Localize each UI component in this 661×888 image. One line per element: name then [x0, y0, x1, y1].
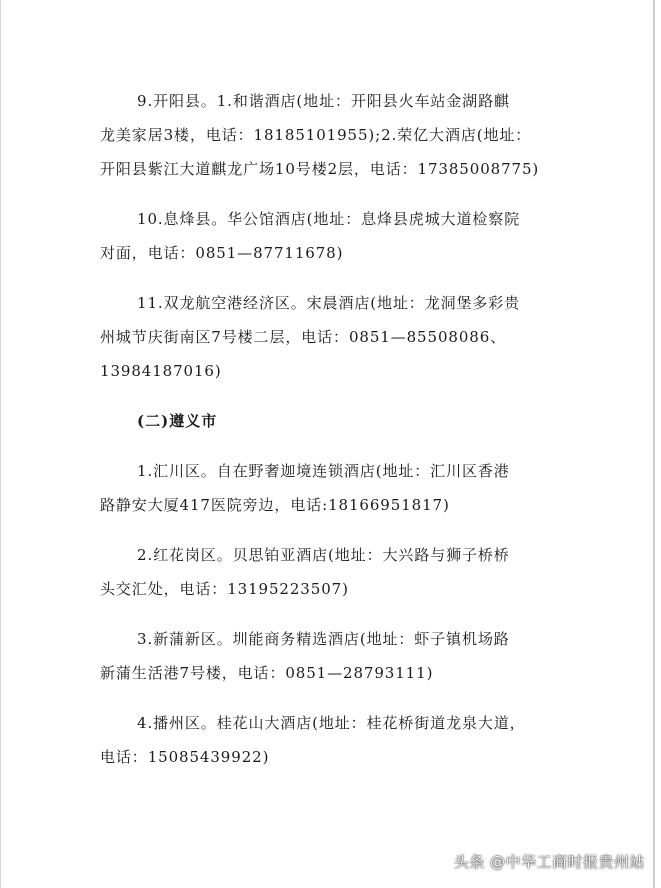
source-watermark: 头条 @中华工商时报贵州站: [453, 853, 645, 871]
text-line: 11.双龙航空港经济区。宋晨酒店(地址：龙洞堡多彩贵: [137, 294, 521, 312]
section-heading-zunyi: (二)遵义市: [137, 412, 218, 430]
text-line: 州城节庆街南区7号楼二层，电话：0851—85508086、: [100, 328, 507, 346]
text-line: 龙美家居3楼，电话：18185101955);2.荣亿大酒店(地址：: [100, 126, 532, 144]
text-line: 10.息烽县。华公馆酒店(地址：息烽县虎城大道检察院: [137, 210, 521, 228]
text-line: 2.红花岗区。贝思铂亚酒店(地址：大兴路与狮子桥桥: [137, 546, 510, 564]
text-line: 13984187016): [100, 362, 222, 380]
text-line: 电话：15085439922): [100, 748, 270, 766]
text-line: 1.汇川区。自在野奢迦境连锁酒店(地址：汇川区香港: [137, 462, 510, 480]
text-line: 新蒲生活港7号楼，电话：0851—28793111): [100, 664, 434, 682]
document-body: [100, 84, 570, 790]
paragraph-huichuan: [100, 454, 570, 522]
text-line: 头交汇处，电话：13195223507): [100, 580, 349, 598]
text-line: 对面，电话：0851—87711678): [100, 244, 344, 262]
paragraph-xinpu: [100, 622, 570, 690]
paragraph-shuanglong: [100, 286, 570, 388]
paragraph-xifeng: [100, 202, 570, 270]
text-line: 3.新蒲新区。圳能商务精选酒店(地址：虾子镇机场路: [137, 630, 510, 648]
text-line: 4.播州区。桂花山大酒店(地址：桂花桥街道龙泉大道，: [137, 714, 526, 732]
paragraph-bozhou: [100, 706, 570, 774]
text-line: 9.开阳县。1.和谐酒店(地址：开阳县火车站金湖路麒: [137, 92, 510, 110]
text-line: 路静安大厦417医院旁边，电话:18166951817): [100, 496, 450, 514]
paragraph-honghuagang: [100, 538, 570, 606]
paragraph-kaiyang: [100, 84, 570, 186]
text-line: 开阳县紫江大道麒龙广场10号楼2层，电话：17385008775): [100, 160, 540, 178]
